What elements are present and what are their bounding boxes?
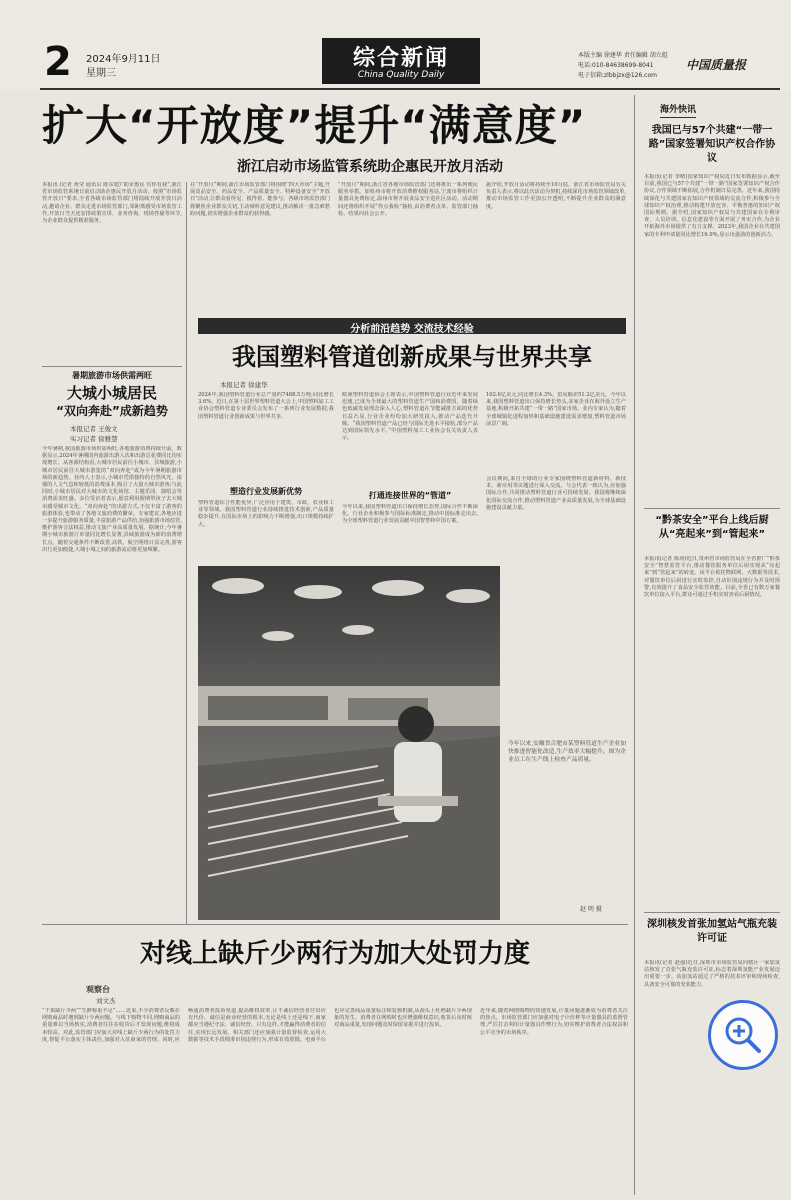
right-item1-title: 我国已与57个共建“一带一路”国家签署知识产权合作协议 bbox=[648, 125, 776, 164]
center-body-col1b: 塑料管道综合性能优异,广泛应用于建筑、市政、农业和工业等领域。我国塑料管道行业持续推进技术创新,产品质量稳步提升,在国际市场上的影响力不断增强,出口规模持续扩大。 bbox=[198, 500, 334, 528]
bottom-column-tag: 观察台 bbox=[86, 985, 110, 994]
center-title: 我国塑料管道创新成果与世界共享 bbox=[232, 343, 592, 371]
phone: 电话:010-84638699-8041 bbox=[578, 62, 654, 69]
right-item2-body: 本报讯(记者 陈涛)近日,贵州省市场监管局在全省推广“黔茶安全”智慧监管平台,推动餐饮服务单位后厨实现从“亮起来”到“管起来”的转变。该平台依托物联网、大数据等技术,对餐饮单位后厨进行实时监控,自动识别违规行为并及时预警,有效提升了食品安全监管效能。目前,全省已有数万家餐饮单位接入平台,群众可通过手机实时查看后厨情况。 bbox=[644, 556, 780, 599]
photo-credit: 赵 明 摄 bbox=[580, 906, 602, 913]
lead-body-col3: “开放月”期间,浙江省各地市场监管部门还将推出一系列便民服务举措。如杭州市将开放消费维权服务站,宁波市将组织计量器具免费检定,温州市将开展食品安全进社区活动。活动期间还将组织开展“你点我检”抽检,由消费者点单、监管部门抽检、结果向社会公开。 bbox=[338, 182, 478, 217]
section-banner bbox=[322, 38, 480, 84]
left-title-line2: “双向奔赴”成新趋势 bbox=[56, 404, 168, 418]
center-body-col3b: 会议期间,来自全球的行业专家围绕塑料管道新材料、新技术、新应用等议题进行深入交流。与会代表一致认为,应加强国际合作,共同推动塑料管道行业可持续发展。我国将继续深化国际交流合作,推动塑料管道产业高质量发展,为全球基础设施建设贡献力量。 bbox=[486, 476, 626, 511]
center-body-col1: 2024年,我国塑料管道行业总产量约7488.5万吨,同比增长3.6%。近日,在第十届世界塑料管道大会上,中国塑料加工工业协会塑料管道专业委员会发布了一系列行业发展数据,我国塑料管道行业创新成果与世界共享。 bbox=[198, 392, 334, 420]
bottom-byline: 刘文杰 bbox=[96, 997, 116, 1005]
zoom-in-button[interactable] bbox=[708, 1000, 778, 1070]
issue-weekday: 星期三 bbox=[86, 68, 116, 79]
center-body-col2b: 今年以来,我国塑料管道出口保持增长态势,国际合作不断深化。行业企业积极参与国际标准制定,推动中国标准走出去,为全球塑料管道行业发展贡献中国智慧和中国方案。 bbox=[342, 504, 478, 525]
email: 电子信箱:zlbbjzx@126.com bbox=[578, 72, 657, 79]
editor-line: 本版主编 徐建华 责任编辑 胡立彪 bbox=[578, 52, 668, 59]
masthead bbox=[0, 0, 791, 90]
bottom-title: 对线上缺斤少两行为加大处罚力度 bbox=[139, 939, 530, 969]
right-header: 海外快讯 bbox=[660, 102, 696, 118]
lead-body-col1: 本报讯 (记者 黄莹 通讯员 陈东旭)“助企惠民 有你有我”,浙江省市场监管系统日前启动助企惠民开放月活动。按照“市场监管开放日”要求,全省各级市场监管部门将陆续开展开放日活动,邀请企业、群众走进市场监管部门,零距离感受市场监管工作,开放日当天还安排政策宣讲、业务咨询、现场答疑等环节,为企业群众提供精准服务。 bbox=[42, 182, 182, 225]
center-kicker: 分析前沿趋势 交流技术经验 bbox=[350, 324, 474, 335]
zoom-in-icon bbox=[721, 1013, 765, 1057]
left-byline2: 实习记者 徐雅慧 bbox=[70, 435, 118, 443]
left-title-line1: 大城小城居民 bbox=[66, 384, 157, 402]
left-article-body: 今年暑期,我国旅游市场供需两旺,各地旅游消费持续升温。数据显示,2024年暑期国内旅游出游人次和出游总花费同比均实现增长。从客源结构看,大城市居民前往小城市、县城旅游,小城市居民前往大城市游览的“双向奔赴”成为今年暑期旅游市场的新趋势。业内人士表示,小城市凭借独特的自然风光、浓郁的人文气息和较低的消费成本,吸引了大量大城市游客;与此同时,小城市居民对大城市的文化场馆、主题乐园、演唱会等消费需求旺盛。多位受访者表示,愿意利用假期带孩子去大城市感受城市文化。“双向奔赴”的出游方式,不仅丰富了游客的旅游体验,也带动了各地文旅消费的繁荣。专家建议,各地应进一步提升旅游服务质量,丰富旅游产品供给,加强旅游市场监管,维护游客合法权益,推动文旅产业高质量发展。据统计,今年暑期小城市旅游订单量同比增长显著,县域旅游成为新的消费增长点。随着交通条件不断改善,高铁、航空网络日益完善,游客出行更加便捷,大城小城之间的旅游流动将更加频繁。 bbox=[42, 446, 182, 553]
bottom-body: “干果缺斤少两”“生鲜称重不足”……近来,不少消费者反映在网购商品时遇到缺斤少两问题。与线下购物不同,网购商品的重量难以当场核实,消费者往往在收货后才发现问题,维权成本较高。对此,监管部门应加大对线上缺斤少两行为的处罚力度,督促平台落实主体责任,加强对入驻商家的管理。同时,应畅通消费者投诉渠道,提高维权效率,让不诚信经营者付出应有代价。诚信是商业经营的根本,无论是线上还是线下,商家都应当遵纪守法、诚信经营。只有这样,才能赢得消费者的信任,实现长远发展。相关部门还应加强计量监督检查,运用大数据等技术手段精准识别违规行为,形成有效震慑。电商平台也应完善商品重量标注和复核机制,从源头上杜绝缺斤少两现象的发生。消费者在网购时也应增强维权意识,收货后及时核对商品重量,发现问题及时保留证据并进行投诉。 bbox=[42, 1008, 472, 1043]
center-byline: 本报记者 徐建华 bbox=[220, 381, 268, 389]
lead-body-col4: 据介绍,开放月活动将持续至10月底。浙江省市场监管局有关负责人表示,将以此次活动为契机,持续深化市场监管领域改革,推动市场监管工作更加公开透明,不断提升企业群众的满意度。 bbox=[486, 182, 626, 210]
lead-body-col2: 在“开放月”期间,浙江市场监管部门将围绕“四大市场”主题,开展食品安全、药品安全、产品质量安全、特种设备安全“开放日”活动,让群众看得见、摸得着、能参与。各级市场监管部门将聚焦企业群众关切,主动倾听意见建议,推动解决一批急难愁盼问题,切实增强企业群众的获得感。 bbox=[190, 182, 330, 217]
masthead-rule bbox=[40, 88, 780, 90]
lead-subheadline: 浙江启动市场监管系统助企惠民开放月活动 bbox=[237, 159, 503, 175]
right-item2-title: “黔茶安全”平台上线后厨从“亮起来”到“管起来” bbox=[655, 515, 769, 540]
photo-caption: 今年以来,安徽省合肥市某塑料管道生产企业加快推进智能化改造,生产效率大幅提升。图为企业员工在生产线上检查产品质量。 bbox=[508, 741, 626, 763]
bottom-body2: 近年来,随着网络购物的快速发展,计量问题逐渐成为消费者关注的焦点。市场监管部门应加强对电子计价秤等计量器具的监督管理,严厉打击利用计量器具作弊行为,切实维护消费者合法权益和公平竞争的市场秩序。 bbox=[480, 1008, 628, 1036]
section-subtitle: China Quality Daily bbox=[357, 70, 445, 80]
left-kicker: 暑期旅游市场供需两旺 bbox=[72, 371, 152, 380]
center-subhead1: 塑造行业发展新优势 bbox=[230, 487, 302, 496]
section-title: 综合新闻 bbox=[352, 46, 449, 71]
factory-photo bbox=[198, 566, 500, 920]
center-body-col3: 102.6亿美元,同比增长4.3%。贸易顺差51.2亿美元。今年以来,我国塑料管道出口保持增长势头,多家企业在海外设立生产基地,积极开拓共建“一带一路”国家市场。业内专家认为,随着全球城镇化进程加快和基础设施建设需求增加,塑料管道市场前景广阔。 bbox=[486, 392, 626, 427]
lead-headline: 扩大“开放度”提升“满意度” bbox=[42, 101, 587, 150]
right-item3-title: 深圳核发首张加氢站气瓶充装许可证 bbox=[647, 919, 777, 944]
right-item1-body: 本报讯(记者 李晴)国家知识产权局近日发布数据显示,截至目前,我国已与57个共建“一带一路”国家签署知识产权合作协议,合作领域不断拓展,合作机制日益完善。近年来,我国持续深化与共建国家在知识产权领域的交流合作,积极参与全球知识产权治理,推动构建开放包容、平衡普惠的知识产权国际规则。据介绍,国家知识产权局与共建国家在专利审查、人员培训、信息化建设等方面开展了务实合作,为企业开拓海外市场提供了有力支撑。2023年,我国企业在共建国家的专利申请量同比增长16.9%,显示出强劲的创新活力。 bbox=[644, 174, 780, 238]
issue-date: 2024年9月11日 bbox=[86, 54, 161, 65]
page-number: 2 bbox=[44, 39, 72, 85]
center-subhead2: 打通连接世界的“管道” bbox=[368, 491, 452, 500]
center-body-col2: 欧洲塑料管道协会主席表示,中国塑料管道行业近年来发展迅速,已成为全球最大的塑料管道生产国和消费国。随着绿色低碳发展理念深入人心,塑料管道在节能减排方面的优势日益凸显,行业企业纷纷加大研发投入,推动产品迭代升级。“我国塑料管道产品已经与国际先进水平接轨,部分产品达到国际领先水平。”中国塑料加工工业协会有关负责人表示。 bbox=[342, 392, 478, 442]
right-item3-body: 本报讯(记者 赵强)近日,深圳市市场监管局向辖区一家加氢站核发了首张气瓶充装许可证,标志着深圳氢能产业发展迈出重要一步。该加氢站通过了严格的技术评审和现场检查,具备安全可靠的充装能力。 bbox=[644, 960, 780, 988]
paper-logo: 中国质量报 bbox=[686, 58, 747, 72]
center-kicker-band bbox=[198, 318, 626, 334]
factory-photo-illustration bbox=[198, 566, 500, 920]
left-byline: 本报记者 王俊文 bbox=[70, 425, 118, 433]
